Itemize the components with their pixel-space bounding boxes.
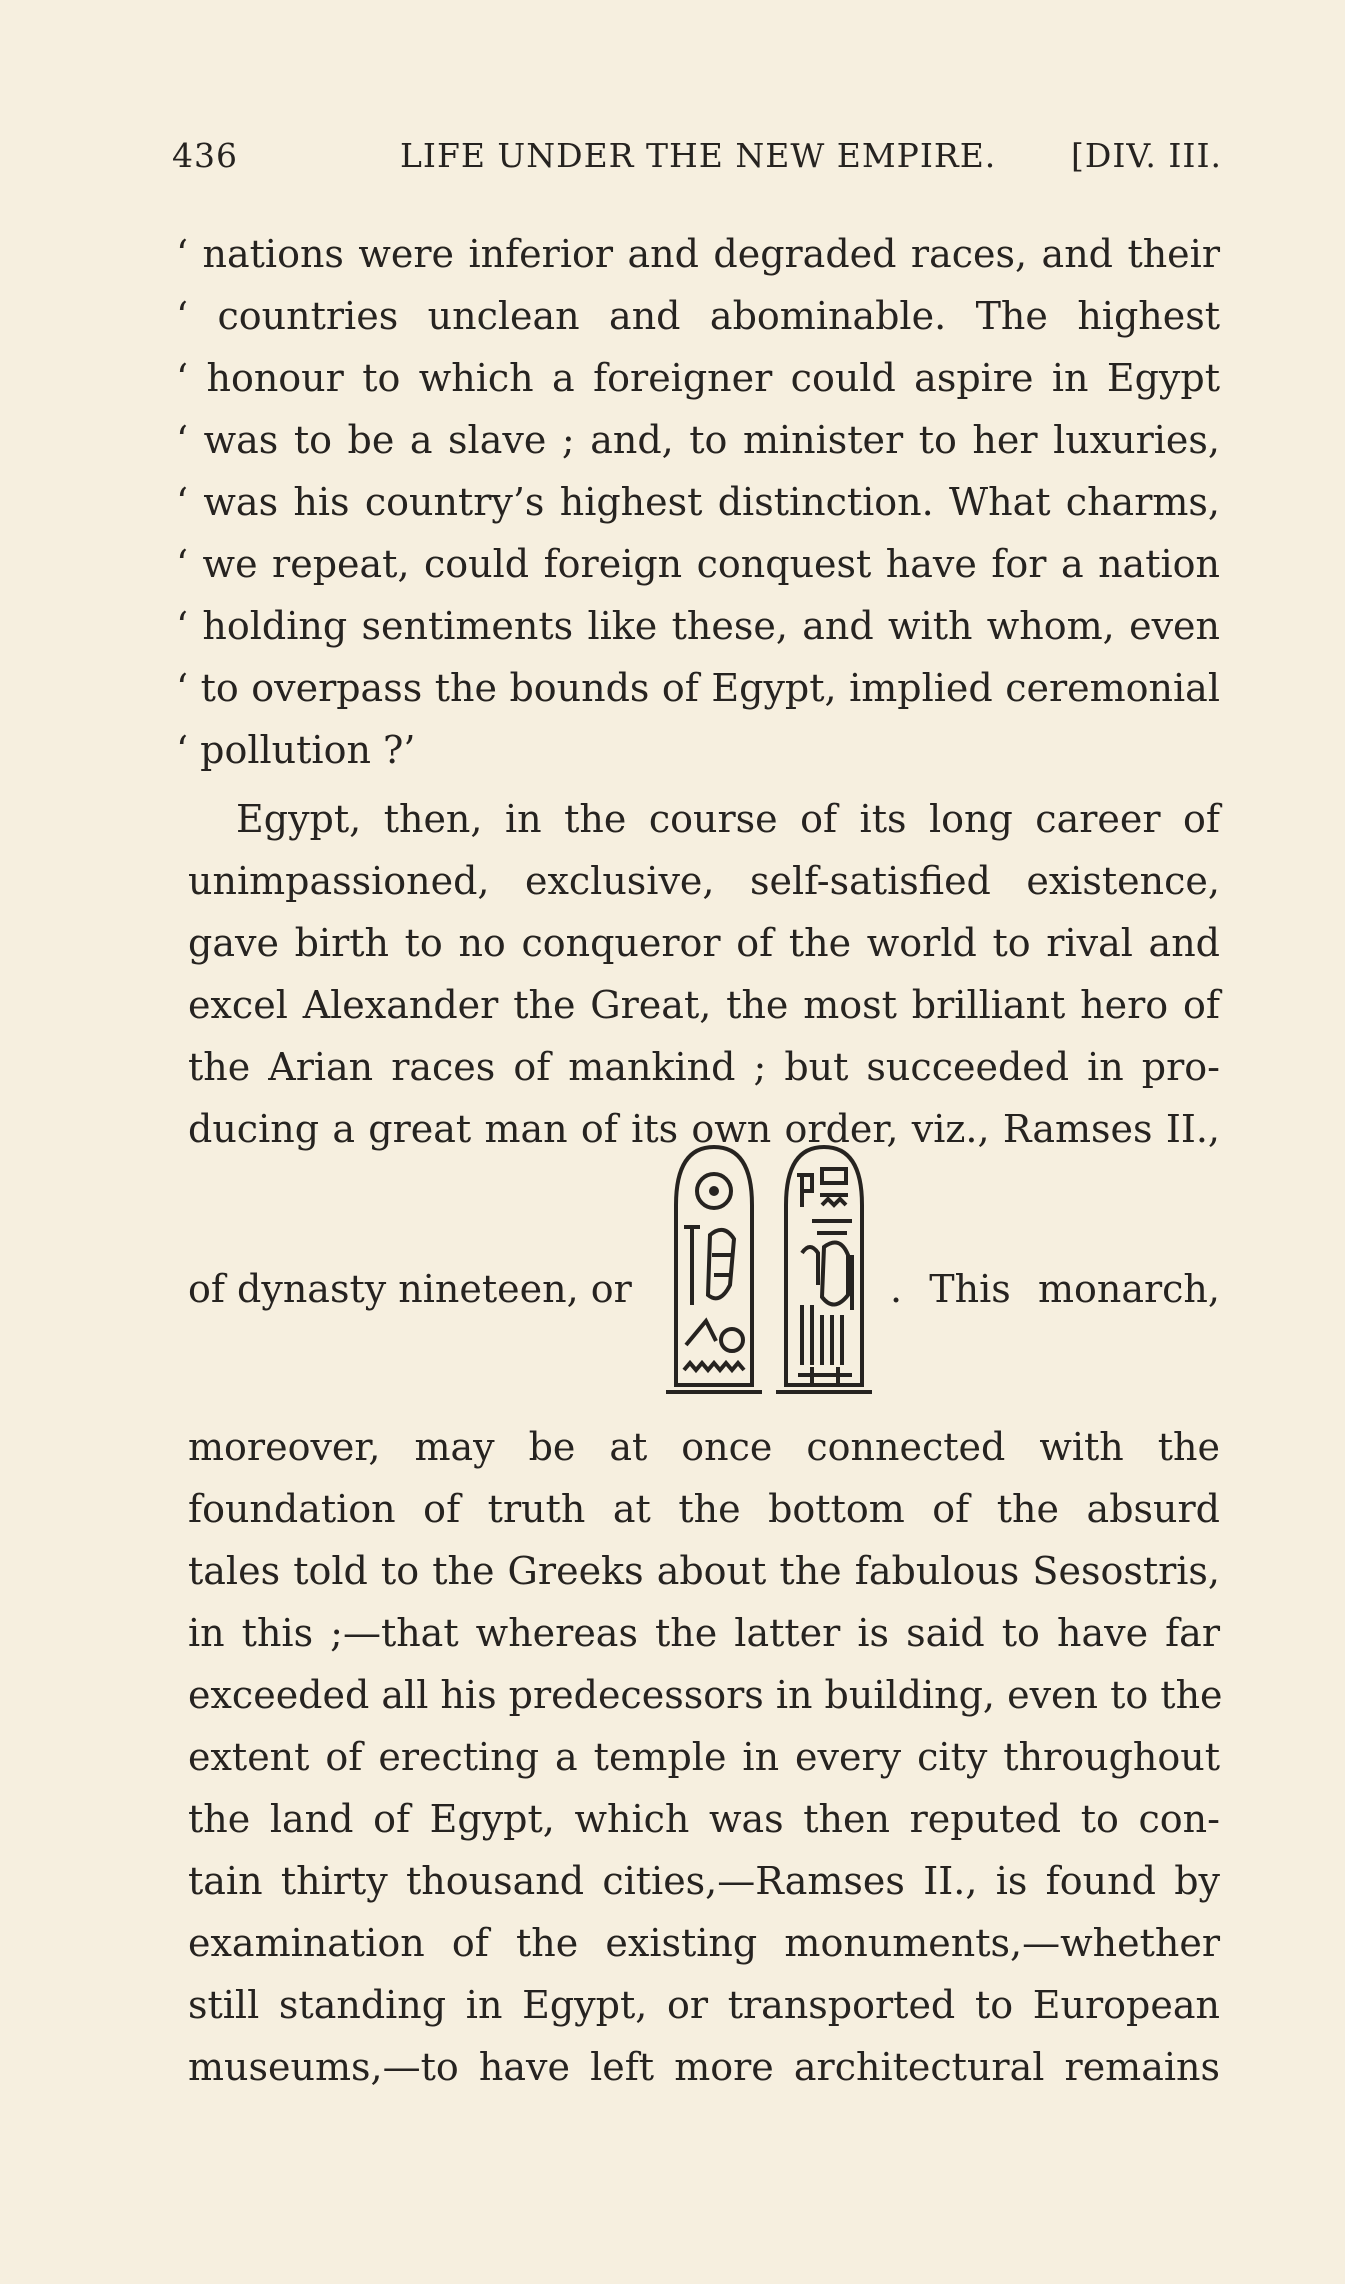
paragraph-line: still standing in Egypt, or transported to European bbox=[188, 1983, 1220, 2027]
running-title: LIFE UNDER THE NEW EMPIRE. bbox=[400, 136, 997, 175]
paragraph-line: museums,—to have left more architectural remains bbox=[188, 2045, 1220, 2089]
quote-line: ‘ nations were inferior and degraded races, and their bbox=[176, 232, 1220, 276]
division-marker: [DIV. III. bbox=[1070, 136, 1222, 175]
paragraph-line: in this ;—that whereas the latter is said to have far bbox=[188, 1611, 1220, 1655]
paragraph-line: examination of the existing monuments,—whether bbox=[188, 1921, 1220, 1965]
paragraph-line: the land of Egypt, which was then reputed to con- bbox=[188, 1797, 1220, 1841]
quote-line: ‘ honour to which a foreigner could aspire in Egypt bbox=[176, 356, 1220, 400]
quote-line: ‘ was his country’s highest distinction. What charms, bbox=[176, 480, 1220, 524]
quote-line: ‘ to overpass the bounds of Egypt, implied ceremonial bbox=[176, 666, 1220, 710]
cartouche-line-after: . This monarch, bbox=[890, 1267, 1220, 1311]
page-number: 436 bbox=[172, 136, 238, 175]
paragraph-line: tales told to the Greeks about the fabulous Sesostris, bbox=[188, 1549, 1220, 1593]
cartouche-line-before: of dynasty nineteen, or bbox=[188, 1267, 632, 1311]
paragraph-line: extent of erecting a temple in every city throughout bbox=[188, 1735, 1220, 1779]
paragraph-line: foundation of truth at the bottom of the absurd bbox=[188, 1487, 1220, 1531]
paragraph-line: gave birth to no conqueror of the world to rival and bbox=[188, 921, 1220, 965]
quote-line: ‘ pollution ?’ bbox=[176, 728, 416, 772]
paragraph-line: ducing a great man of its own order, viz., Ramses II., bbox=[188, 1107, 1220, 1151]
running-header bbox=[172, 136, 1222, 196]
paragraph-line: the Arian races of mankind ; but succeeded in pro- bbox=[188, 1045, 1220, 1089]
paragraph-line: Egypt, then, in the course of its long career of bbox=[236, 797, 1220, 841]
quote-line: ‘ we repeat, could foreign conquest have for a nation bbox=[176, 542, 1220, 586]
paragraph-line: excel Alexander the Great, the most brilliant hero of bbox=[188, 983, 1220, 1027]
paragraph-line: moreover, may be at once connected with the bbox=[188, 1425, 1220, 1469]
paragraph-line: tain thirty thousand cities,—Ramses II., is found by bbox=[188, 1859, 1220, 1903]
quote-line: ‘ holding sentiments like these, and with whom, even bbox=[176, 604, 1220, 648]
quote-line: ‘ countries unclean and abominable. The highest bbox=[176, 294, 1220, 338]
ramses-cartouches-image bbox=[662, 1135, 878, 1405]
paragraph-line: exceeded all his predecessors in building, even to the bbox=[188, 1673, 1223, 1717]
paragraph-line: unimpassioned, exclusive, self-satisfied existence, bbox=[188, 859, 1220, 903]
quote-line: ‘ was to be a slave ; and, to minister to her luxuries, bbox=[176, 418, 1220, 462]
